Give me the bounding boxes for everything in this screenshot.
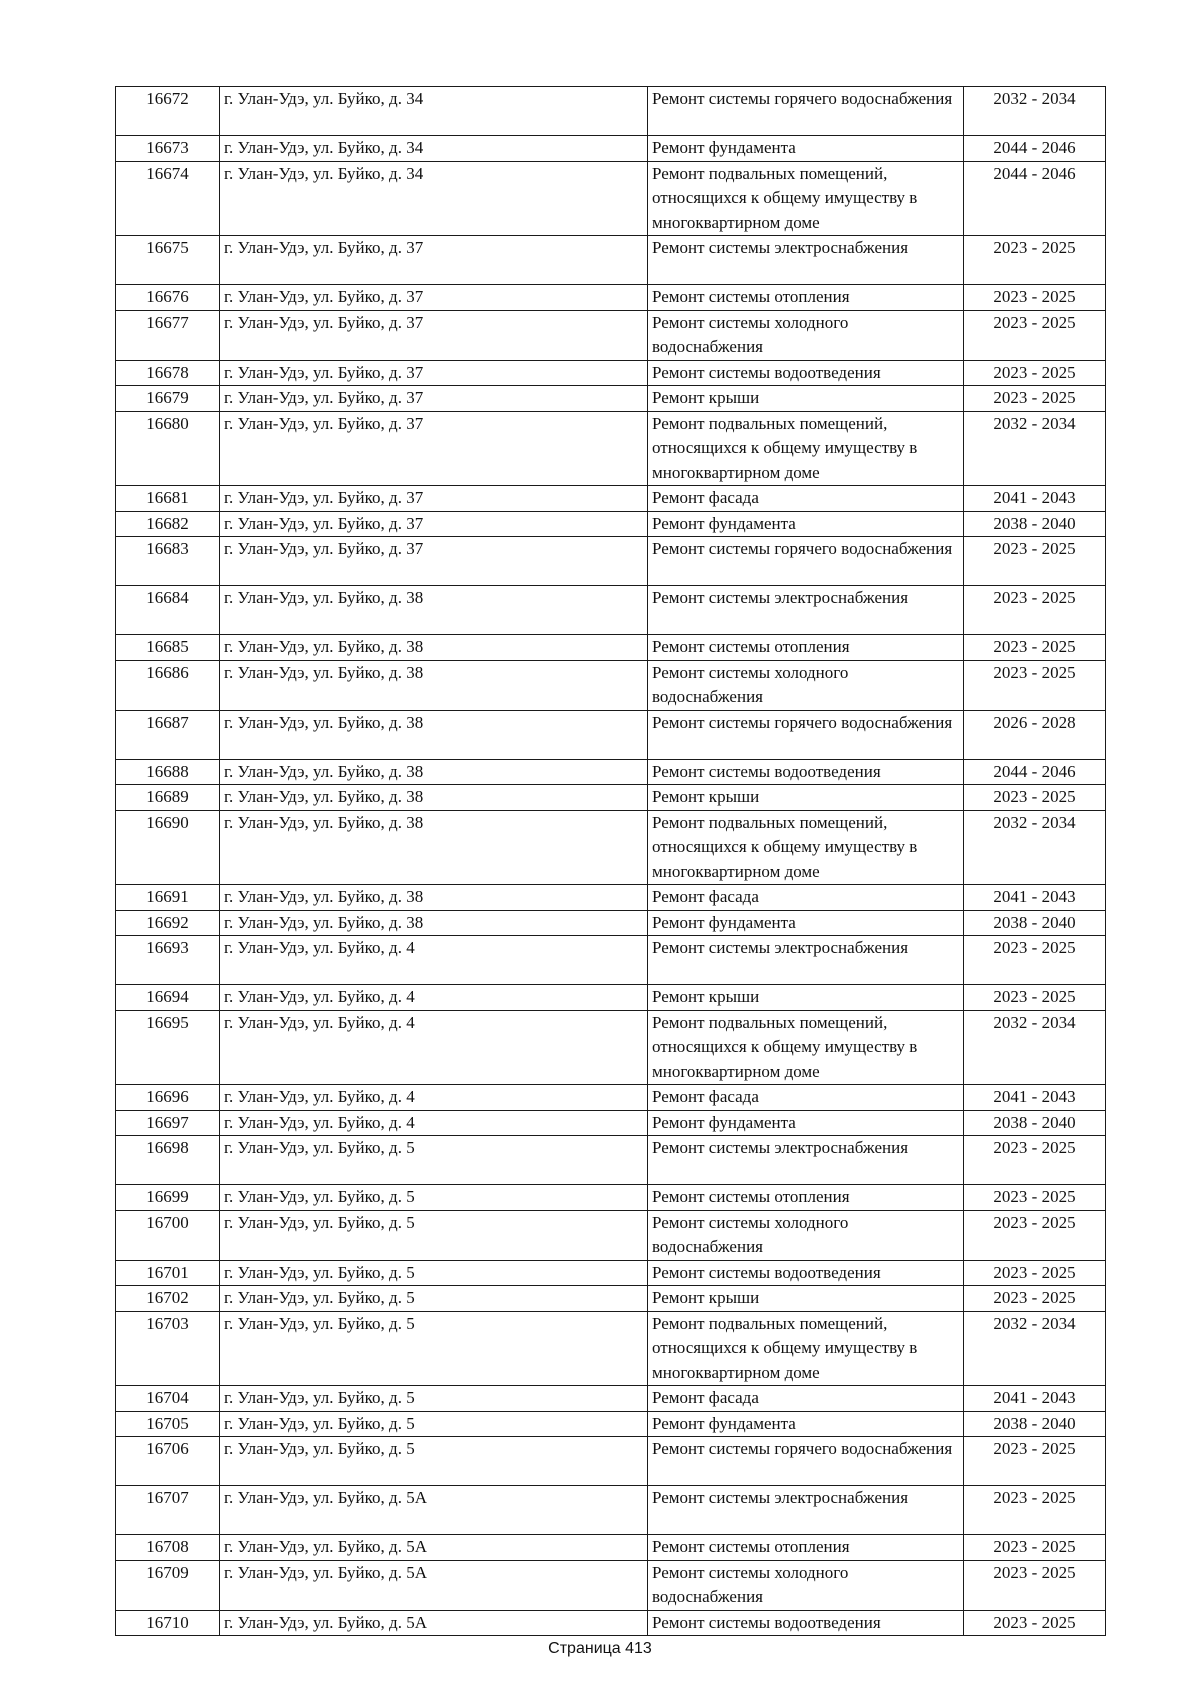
- work-type-cell: Ремонт системы отопления: [648, 1185, 964, 1211]
- row-id-cell: 16705: [116, 1411, 220, 1437]
- work-type-cell: Ремонт фундамента: [648, 1110, 964, 1136]
- work-type-cell: Ремонт подвальных помещений, относящихся к общему имуществу в многоквартирном доме: [648, 161, 964, 236]
- address-cell: г. Улан-Удэ, ул. Буйко, д. 4: [220, 1110, 648, 1136]
- address-cell: г. Улан-Удэ, ул. Буйко, д. 5: [220, 1411, 648, 1437]
- table-row: [116, 710, 1106, 759]
- address-cell: г. Улан-Удэ, ул. Буйко, д. 5: [220, 1210, 648, 1260]
- row-id-cell: 16685: [116, 635, 220, 661]
- row-id-cell: 16707: [116, 1486, 220, 1535]
- table-row: [116, 1311, 1106, 1386]
- work-type-cell: Ремонт системы электроснабжения: [648, 936, 964, 985]
- address-cell: г. Улан-Удэ, ул. Буйко, д. 5: [220, 1386, 648, 1412]
- row-id-cell: 16697: [116, 1110, 220, 1136]
- period-cell: 2032 - 2034: [964, 87, 1106, 136]
- work-type-cell: Ремонт системы горячего водоснабжения: [648, 87, 964, 136]
- address-cell: г. Улан-Удэ, ул. Буйко, д. 5: [220, 1311, 648, 1386]
- row-id-cell: 16681: [116, 486, 220, 512]
- period-cell: 2044 - 2046: [964, 161, 1106, 236]
- table-body: [116, 87, 1106, 1636]
- row-id-cell: 16682: [116, 511, 220, 537]
- table-row: [116, 386, 1106, 412]
- address-cell: г. Улан-Удэ, ул. Буйко, д. 38: [220, 710, 648, 759]
- work-type-cell: Ремонт системы электроснабжения: [648, 1486, 964, 1535]
- work-type-cell: Ремонт системы электроснабжения: [648, 586, 964, 635]
- row-id-cell: 16709: [116, 1560, 220, 1610]
- row-id-cell: 16698: [116, 1136, 220, 1185]
- address-cell: г. Улан-Удэ, ул. Буйко, д. 38: [220, 759, 648, 785]
- row-id-cell: 16703: [116, 1311, 220, 1386]
- work-type-cell: Ремонт системы холодного водоснабжения: [648, 1210, 964, 1260]
- table-row: [116, 285, 1106, 311]
- period-cell: 2023 - 2025: [964, 635, 1106, 661]
- period-cell: 2023 - 2025: [964, 660, 1106, 710]
- period-cell: 2044 - 2046: [964, 759, 1106, 785]
- address-cell: г. Улан-Удэ, ул. Буйко, д. 37: [220, 285, 648, 311]
- period-cell: 2023 - 2025: [964, 285, 1106, 311]
- period-cell: 2038 - 2040: [964, 1110, 1106, 1136]
- work-type-cell: Ремонт крыши: [648, 386, 964, 412]
- table-row: [116, 1610, 1106, 1636]
- row-id-cell: 16699: [116, 1185, 220, 1211]
- address-cell: г. Улан-Удэ, ул. Буйко, д. 5: [220, 1437, 648, 1486]
- work-type-cell: Ремонт системы горячего водоснабжения: [648, 710, 964, 759]
- work-type-cell: Ремонт системы водоотведения: [648, 1610, 964, 1636]
- period-cell: 2023 - 2025: [964, 360, 1106, 386]
- period-cell: 2023 - 2025: [964, 1185, 1106, 1211]
- table-row: [116, 759, 1106, 785]
- period-cell: 2023 - 2025: [964, 936, 1106, 985]
- table-row: [116, 1136, 1106, 1185]
- address-cell: г. Улан-Удэ, ул. Буйко, д. 37: [220, 537, 648, 586]
- period-cell: 2032 - 2034: [964, 1311, 1106, 1386]
- work-type-cell: Ремонт системы холодного водоснабжения: [648, 310, 964, 360]
- work-type-cell: Ремонт фундамента: [648, 1411, 964, 1437]
- work-type-cell: Ремонт подвальных помещений, относящихся к общему имуществу в многоквартирном доме: [648, 810, 964, 885]
- row-id-cell: 16675: [116, 236, 220, 285]
- table-row: [116, 87, 1106, 136]
- row-id-cell: 16690: [116, 810, 220, 885]
- table-row: [116, 1210, 1106, 1260]
- period-cell: 2041 - 2043: [964, 1085, 1106, 1111]
- work-type-cell: Ремонт системы водоотведения: [648, 759, 964, 785]
- work-type-cell: Ремонт фасада: [648, 486, 964, 512]
- row-id-cell: 16691: [116, 885, 220, 911]
- period-cell: 2023 - 2025: [964, 985, 1106, 1011]
- period-cell: 2041 - 2043: [964, 1386, 1106, 1412]
- work-type-cell: Ремонт фасада: [648, 1085, 964, 1111]
- period-cell: 2038 - 2040: [964, 910, 1106, 936]
- address-cell: г. Улан-Удэ, ул. Буйко, д. 5: [220, 1260, 648, 1286]
- table-row: [116, 1110, 1106, 1136]
- work-type-cell: Ремонт подвальных помещений, относящихся к общему имуществу в многоквартирном доме: [648, 1311, 964, 1386]
- work-type-cell: Ремонт системы водоотведения: [648, 1260, 964, 1286]
- table-row: [116, 511, 1106, 537]
- table-row: [116, 1535, 1106, 1561]
- table-row: [116, 660, 1106, 710]
- period-cell: 2023 - 2025: [964, 1560, 1106, 1610]
- work-type-cell: Ремонт системы холодного водоснабжения: [648, 1560, 964, 1610]
- period-cell: 2044 - 2046: [964, 136, 1106, 162]
- work-type-cell: Ремонт системы водоотведения: [648, 360, 964, 386]
- period-cell: 2023 - 2025: [964, 1535, 1106, 1561]
- table-row: [116, 910, 1106, 936]
- period-cell: 2038 - 2040: [964, 1411, 1106, 1437]
- period-cell: 2026 - 2028: [964, 710, 1106, 759]
- row-id-cell: 16700: [116, 1210, 220, 1260]
- work-type-cell: Ремонт крыши: [648, 785, 964, 811]
- work-type-cell: Ремонт фундамента: [648, 511, 964, 537]
- table-row: [116, 1560, 1106, 1610]
- row-id-cell: 16674: [116, 161, 220, 236]
- work-type-cell: Ремонт подвальных помещений, относящихся к общему имуществу в многоквартирном доме: [648, 1010, 964, 1085]
- table-row: [116, 785, 1106, 811]
- table-row: [116, 236, 1106, 285]
- work-type-cell: Ремонт системы отопления: [648, 1535, 964, 1561]
- period-cell: 2023 - 2025: [964, 236, 1106, 285]
- work-type-cell: Ремонт системы электроснабжения: [648, 1136, 964, 1185]
- address-cell: г. Улан-Удэ, ул. Буйко, д. 37: [220, 511, 648, 537]
- row-id-cell: 16695: [116, 1010, 220, 1085]
- row-id-cell: 16686: [116, 660, 220, 710]
- table-row: [116, 1437, 1106, 1486]
- address-cell: г. Улан-Удэ, ул. Буйко, д. 34: [220, 161, 648, 236]
- table-row: [116, 1260, 1106, 1286]
- row-id-cell: 16704: [116, 1386, 220, 1412]
- row-id-cell: 16672: [116, 87, 220, 136]
- table-row: [116, 310, 1106, 360]
- work-type-cell: Ремонт крыши: [648, 1286, 964, 1312]
- work-type-cell: Ремонт фундамента: [648, 910, 964, 936]
- row-id-cell: 16708: [116, 1535, 220, 1561]
- address-cell: г. Улан-Удэ, ул. Буйко, д. 38: [220, 660, 648, 710]
- row-id-cell: 16702: [116, 1286, 220, 1312]
- table-row: [116, 1286, 1106, 1312]
- table-row: [116, 136, 1106, 162]
- row-id-cell: 16679: [116, 386, 220, 412]
- address-cell: г. Улан-Удэ, ул. Буйко, д. 37: [220, 360, 648, 386]
- table-row: [116, 885, 1106, 911]
- address-cell: г. Улан-Удэ, ул. Буйко, д. 4: [220, 936, 648, 985]
- address-cell: г. Улан-Удэ, ул. Буйко, д. 5: [220, 1136, 648, 1185]
- period-cell: 2023 - 2025: [964, 1260, 1106, 1286]
- period-cell: 2023 - 2025: [964, 1136, 1106, 1185]
- address-cell: г. Улан-Удэ, ул. Буйко, д. 38: [220, 910, 648, 936]
- row-id-cell: 16696: [116, 1085, 220, 1111]
- table-row: [116, 586, 1106, 635]
- work-type-cell: Ремонт системы горячего водоснабжения: [648, 537, 964, 586]
- table-row: [116, 1010, 1106, 1085]
- address-cell: г. Улан-Удэ, ул. Буйко, д. 5А: [220, 1486, 648, 1535]
- period-cell: 2038 - 2040: [964, 511, 1106, 537]
- row-id-cell: 16693: [116, 936, 220, 985]
- row-id-cell: 16692: [116, 910, 220, 936]
- period-cell: 2032 - 2034: [964, 411, 1106, 486]
- period-cell: 2023 - 2025: [964, 1210, 1106, 1260]
- address-cell: г. Улан-Удэ, ул. Буйко, д. 38: [220, 785, 648, 811]
- period-cell: 2041 - 2043: [964, 885, 1106, 911]
- page-number: Страница 413: [548, 1640, 652, 1657]
- table-row: [116, 161, 1106, 236]
- address-cell: г. Улан-Удэ, ул. Буйко, д. 5А: [220, 1610, 648, 1636]
- period-cell: 2023 - 2025: [964, 1437, 1106, 1486]
- row-id-cell: 16689: [116, 785, 220, 811]
- table-row: [116, 1185, 1106, 1211]
- period-cell: 2023 - 2025: [964, 386, 1106, 412]
- period-cell: 2041 - 2043: [964, 486, 1106, 512]
- period-cell: 2023 - 2025: [964, 1610, 1106, 1636]
- table-row: [116, 537, 1106, 586]
- table-row: [116, 486, 1106, 512]
- row-id-cell: 16673: [116, 136, 220, 162]
- address-cell: г. Улан-Удэ, ул. Буйко, д. 38: [220, 586, 648, 635]
- work-type-cell: Ремонт системы отопления: [648, 635, 964, 661]
- work-type-cell: Ремонт фасада: [648, 1386, 964, 1412]
- row-id-cell: 16676: [116, 285, 220, 311]
- row-id-cell: 16678: [116, 360, 220, 386]
- period-cell: 2023 - 2025: [964, 586, 1106, 635]
- table-row: [116, 360, 1106, 386]
- period-cell: 2032 - 2034: [964, 810, 1106, 885]
- address-cell: г. Улан-Удэ, ул. Буйко, д. 37: [220, 486, 648, 512]
- work-type-cell: Ремонт фундамента: [648, 136, 964, 162]
- address-cell: г. Улан-Удэ, ул. Буйко, д. 34: [220, 136, 648, 162]
- address-cell: г. Улан-Удэ, ул. Буйко, д. 4: [220, 1085, 648, 1111]
- address-cell: г. Улан-Удэ, ул. Буйко, д. 34: [220, 87, 648, 136]
- work-type-cell: Ремонт системы электроснабжения: [648, 236, 964, 285]
- period-cell: 2023 - 2025: [964, 1286, 1106, 1312]
- address-cell: г. Улан-Удэ, ул. Буйко, д. 38: [220, 885, 648, 911]
- address-cell: г. Улан-Удэ, ул. Буйко, д. 37: [220, 236, 648, 285]
- address-cell: г. Улан-Удэ, ул. Буйко, д. 5: [220, 1286, 648, 1312]
- row-id-cell: 16710: [116, 1610, 220, 1636]
- row-id-cell: 16683: [116, 537, 220, 586]
- period-cell: 2023 - 2025: [964, 537, 1106, 586]
- address-cell: г. Улан-Удэ, ул. Буйко, д. 4: [220, 985, 648, 1011]
- table-row: [116, 1085, 1106, 1111]
- table-row: [116, 985, 1106, 1011]
- row-id-cell: 16706: [116, 1437, 220, 1486]
- work-type-cell: Ремонт системы отопления: [648, 285, 964, 311]
- row-id-cell: 16680: [116, 411, 220, 486]
- row-id-cell: 16701: [116, 1260, 220, 1286]
- period-cell: 2032 - 2034: [964, 1010, 1106, 1085]
- row-id-cell: 16677: [116, 310, 220, 360]
- address-cell: г. Улан-Удэ, ул. Буйко, д. 37: [220, 310, 648, 360]
- row-id-cell: 16688: [116, 759, 220, 785]
- table-row: [116, 411, 1106, 486]
- period-cell: 2023 - 2025: [964, 785, 1106, 811]
- work-type-cell: Ремонт фасада: [648, 885, 964, 911]
- work-type-cell: Ремонт подвальных помещений, относящихся к общему имуществу в многоквартирном доме: [648, 411, 964, 486]
- work-type-cell: Ремонт крыши: [648, 985, 964, 1011]
- work-type-cell: Ремонт системы холодного водоснабжения: [648, 660, 964, 710]
- address-cell: г. Улан-Удэ, ул. Буйко, д. 5А: [220, 1535, 648, 1561]
- row-id-cell: 16684: [116, 586, 220, 635]
- period-cell: 2023 - 2025: [964, 1486, 1106, 1535]
- address-cell: г. Улан-Удэ, ул. Буйко, д. 37: [220, 411, 648, 486]
- table-row: [116, 1386, 1106, 1412]
- work-type-cell: Ремонт системы горячего водоснабжения: [648, 1437, 964, 1486]
- table-row: [116, 810, 1106, 885]
- repair-schedule-table: [115, 86, 1106, 1636]
- address-cell: г. Улан-Удэ, ул. Буйко, д. 38: [220, 635, 648, 661]
- row-id-cell: 16687: [116, 710, 220, 759]
- period-cell: 2023 - 2025: [964, 310, 1106, 360]
- address-cell: г. Улан-Удэ, ул. Буйко, д. 5А: [220, 1560, 648, 1610]
- table-row: [116, 936, 1106, 985]
- row-id-cell: 16694: [116, 985, 220, 1011]
- address-cell: г. Улан-Удэ, ул. Буйко, д. 5: [220, 1185, 648, 1211]
- table-row: [116, 1411, 1106, 1437]
- table-row: [116, 1486, 1106, 1535]
- address-cell: г. Улан-Удэ, ул. Буйко, д. 38: [220, 810, 648, 885]
- table-row: [116, 635, 1106, 661]
- address-cell: г. Улан-Удэ, ул. Буйко, д. 4: [220, 1010, 648, 1085]
- address-cell: г. Улан-Удэ, ул. Буйко, д. 37: [220, 386, 648, 412]
